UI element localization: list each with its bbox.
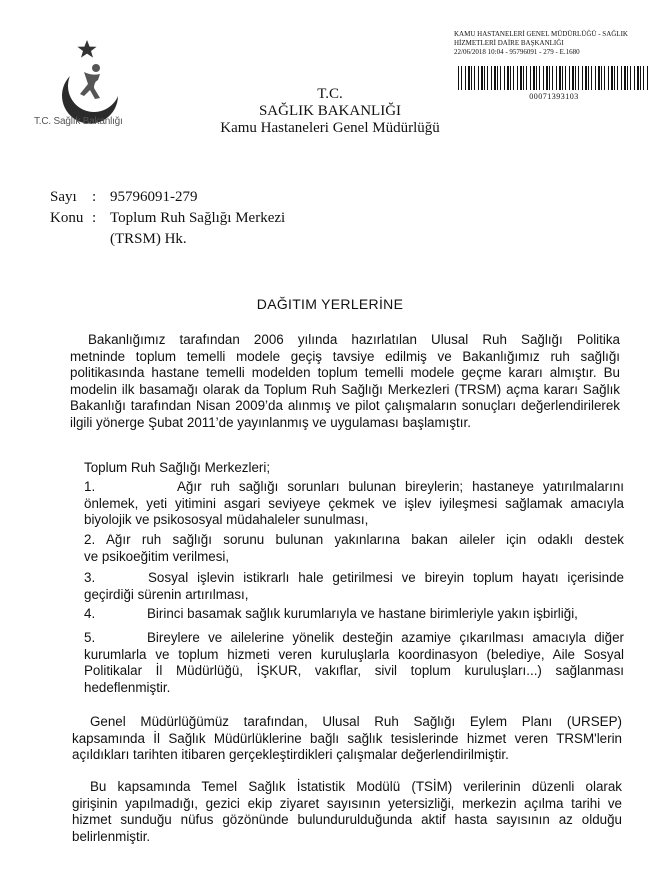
paragraph-line: belirlenmiştir. xyxy=(72,828,151,844)
list-item-line: önlemek, yeti yitimini asgari seviyeye çekmek ve işlev iyileşmesi sağlamak amacıyla xyxy=(84,495,624,511)
list-item xyxy=(84,570,624,603)
stamp-line: KAMU HASTANELERİ GENEL MÜDÜRLÜĞÜ - SAĞLIK xyxy=(454,30,628,38)
paragraph-line: hizmet sunduğu nüfus gözönünde bulundurulduğunda aktif hasta sayısının az olduğu xyxy=(72,812,622,827)
barcode-number: 00071393103 xyxy=(529,92,579,101)
paragraph-line: girişinin yapılmadığı, gezici ekip ziyaret sayısının yetersizliği, merkezin açılma tarihi ve xyxy=(72,795,622,811)
paragraph-line: ilgili yönerge Şubat 2011’de yayınlanmış ve uygulaması başlamıştır. xyxy=(70,414,471,430)
list-item-number: 3. xyxy=(84,570,96,585)
list-item-line: Ağır ruh sağlığı sorunu bulunan yakınlarına bakan aileler için odaklı destek xyxy=(106,532,624,547)
header-ministry: SAĞLIK BAKANLIĞI xyxy=(258,103,402,119)
sayi-value: 95796091-279 xyxy=(110,189,198,205)
sayi-colon: : xyxy=(92,189,97,205)
header-directorate: Kamu Hastaneleri Genel Müdürlüğü xyxy=(220,120,440,136)
sayi-label: Sayı xyxy=(50,189,77,205)
logo-label: T.C. Sağlık Bakanlığı xyxy=(34,116,123,127)
list-item-number: 1. xyxy=(84,479,96,494)
distribution-title: DAĞITIM YERLERİNE xyxy=(256,296,404,312)
paragraph-line: Bakanlığı tarafından Nisan 2009’da alınmış ve pilot çalışmaların sonuçları değerlendirilerek xyxy=(70,398,620,413)
list-item-line: geçirdiği sürenin artırılması, xyxy=(84,586,249,602)
paragraph-line: modelin ilk basamağı olarak da Toplum Ruh Sağlığı Merkezleri (TRSM) açma kararı Sağlık xyxy=(70,381,620,397)
list-item xyxy=(84,606,624,623)
list-lead: Toplum Ruh Sağlığı Merkezleri; xyxy=(84,460,271,475)
paragraph-line: kapsamında İl Sağlık Müdürlüklerine bağlı sağlık tesislerinde hizmet veren TRSM'lerin xyxy=(72,730,622,746)
list-item-line: hedeflenmiştir. xyxy=(84,679,171,695)
list-item-line: ve psikoeğitim verilmesi, xyxy=(84,548,230,564)
document-stamp xyxy=(454,30,654,57)
stamp-line: HİZMETLERİ DAİRE BAŞKANLIĞI xyxy=(454,39,564,47)
paragraph-ursep xyxy=(72,714,622,764)
list-item-line: Ağır ruh sağlığı sorunları bulunan bireylerin; hastaneye yatırılmalarını xyxy=(177,479,624,494)
paragraph-line: politikasında hastane temelli modelden toplum temelli modele geçme kararı almıştır. Bu xyxy=(70,365,620,380)
list-item-line: Birinci basamak sağlık kurumlarıyla ve hastane birimleriyle yakın işbirliği, xyxy=(147,606,578,621)
konu-colon: : xyxy=(92,210,97,226)
list-item-line: Bireylere ve ailelerine yönelik desteğin azamiye çıkarılması amacıyla diğer xyxy=(147,630,624,645)
list-item-line: Sosyal işlevin istikrarlı hale getirilmesi ve bireyin toplum hayatı içerisinde xyxy=(148,570,624,585)
konu-value-continued: (TRSM) Hk. xyxy=(110,231,187,247)
konu-label: Konu xyxy=(50,210,84,226)
list-item-number: 5. xyxy=(84,630,96,645)
paragraph-line: Bu kapsamında Temel Sağlık İstatistik Modülü (TSİM) verilerinin düzenli olarak xyxy=(90,779,622,794)
list-item-number: 2. xyxy=(84,532,96,547)
paragraph-line: Genel Müdürlüğümüz tarafından, Ulusal Ruh Sağlığı Eylem Planı (URSEP) xyxy=(90,714,622,729)
list-item-line: kurumlarla ve toplum hizmeti veren kuruluşlarla koordinasyon (belediye, Aile Sosyal xyxy=(84,646,624,662)
paragraph-line: açıldıkları tarihten itibaren gerçekleştirdikleri çalışmalar değerlendirilmiştir. xyxy=(72,747,509,762)
paragraph-line: metninde toplum temelli modele geçiş tavsiye edilmiş ve Bakanlığımız ruh sağlığı xyxy=(70,348,620,364)
list-item-number: 4. xyxy=(84,606,96,621)
stamp-line: 22/06/2018 10:04 - 95796091 - 279 - E.1680 xyxy=(454,48,580,56)
paragraph-tsim xyxy=(72,779,622,845)
header-tc: T.C. xyxy=(317,86,343,102)
list-item-line: biyolojik ve psikososyal müdahaleler sunulması, xyxy=(84,512,369,527)
list-item xyxy=(84,532,624,565)
konu-value: Toplum Ruh Sağlığı Merkezi xyxy=(110,210,286,226)
paragraph-line: Bakanlığımız tarafından 2006 yılında hazırlatılan Ulusal Ruh Sağlığı Politika xyxy=(88,332,620,347)
list-item xyxy=(84,479,624,529)
list-item-line: Politikalar İl Müdürlüğü, İŞKUR, vakıflar, sivil toplum kuruluşları...) sağlanması xyxy=(84,663,624,678)
list-item xyxy=(84,630,624,696)
paragraph-policy xyxy=(70,332,620,431)
